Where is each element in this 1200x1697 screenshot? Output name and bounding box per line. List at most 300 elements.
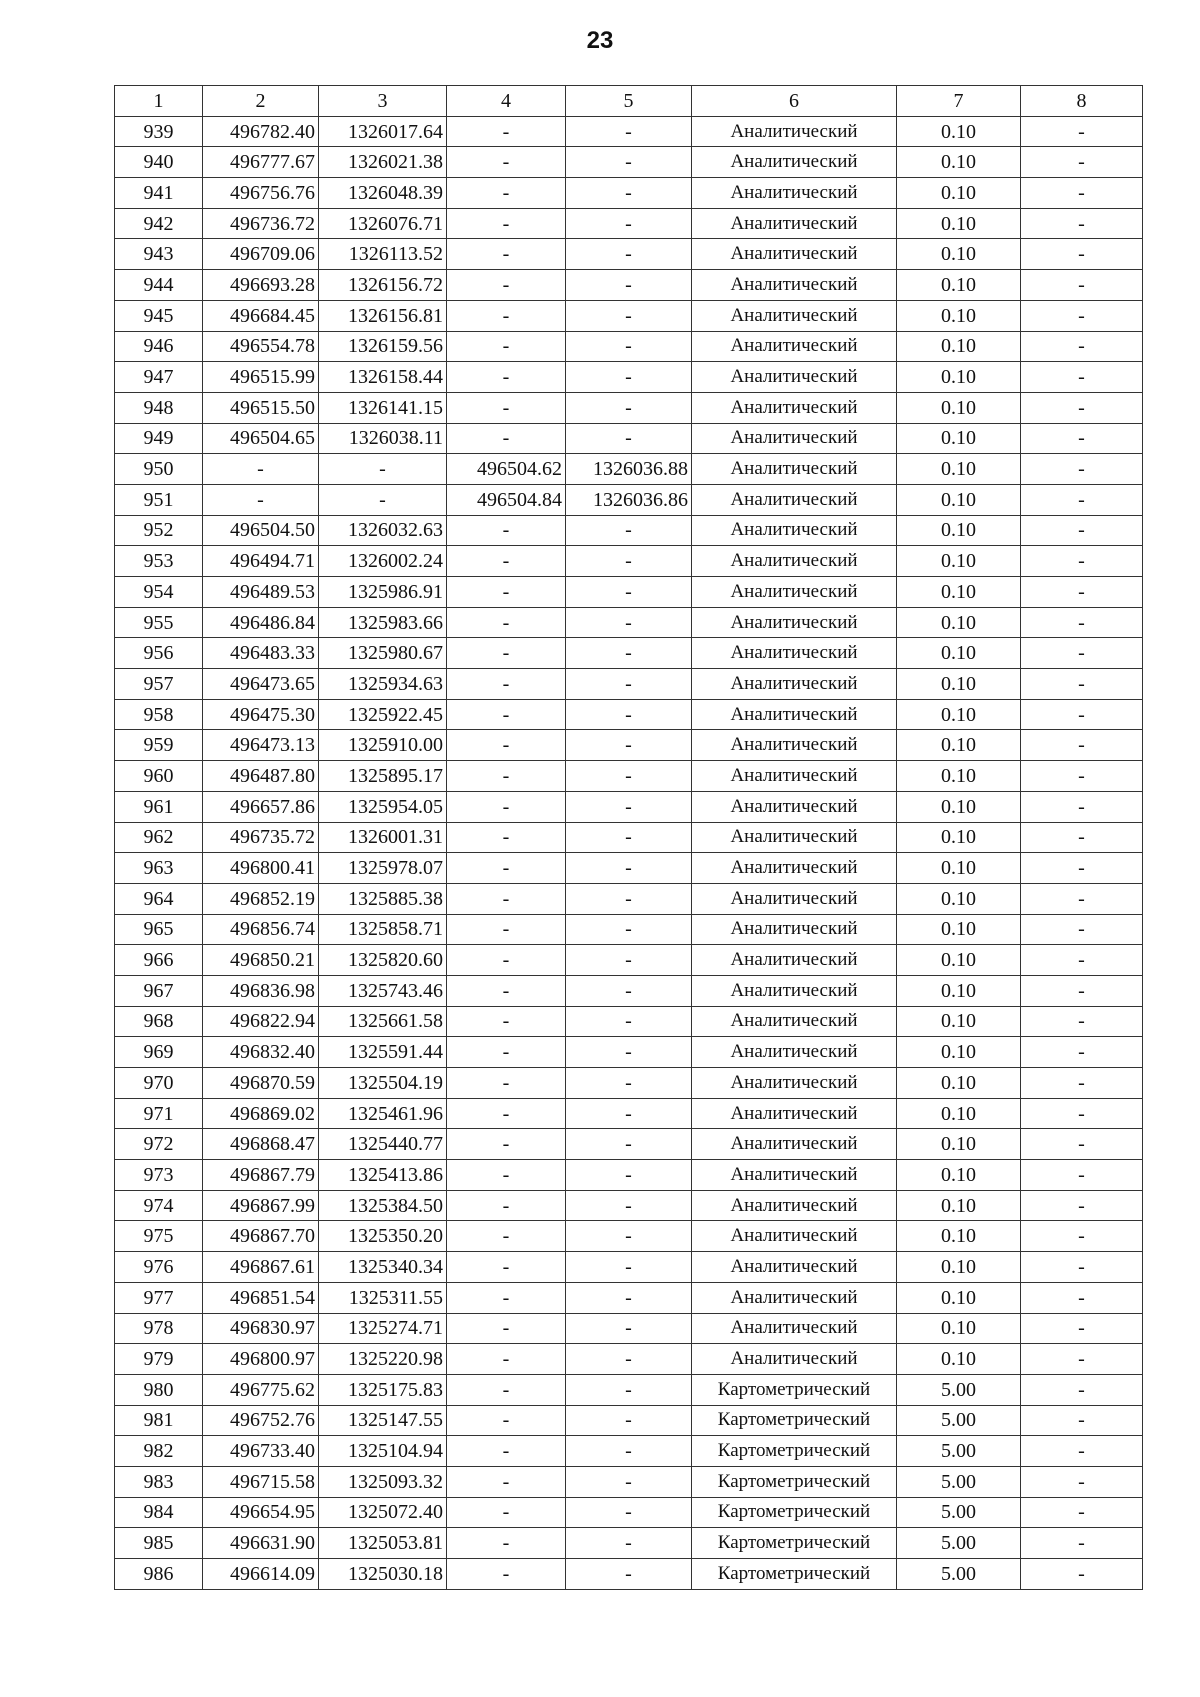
note-cell: -	[1021, 1313, 1143, 1344]
method-cell: Аналитический	[692, 270, 897, 301]
note-cell: -	[1021, 1098, 1143, 1129]
coord-y-alt-cell: -	[566, 1006, 692, 1037]
method-cell: Аналитический	[692, 1313, 897, 1344]
point-number-cell: 961	[115, 791, 203, 822]
accuracy-cell: 0.10	[897, 669, 1021, 700]
coord-y-cell: 1325104.94	[319, 1436, 447, 1467]
column-header: 7	[897, 86, 1021, 117]
coord-x-cell: 496486.84	[203, 607, 319, 638]
method-cell: Аналитический	[692, 975, 897, 1006]
coord-x-alt-cell: -	[447, 1129, 566, 1160]
coord-y-alt-cell: -	[566, 914, 692, 945]
table-row	[115, 1190, 1143, 1221]
coord-y-alt-cell: 1326036.86	[566, 484, 692, 515]
coord-y-cell: 1325053.81	[319, 1528, 447, 1559]
method-cell: Аналитический	[692, 1006, 897, 1037]
coord-x-alt-cell: -	[447, 178, 566, 209]
method-cell: Картометрический	[692, 1436, 897, 1467]
coord-x-cell: 496800.41	[203, 853, 319, 884]
coord-x-alt-cell: -	[447, 1037, 566, 1068]
table-row	[115, 1528, 1143, 1559]
coord-y-alt-cell: -	[566, 1282, 692, 1313]
table-row	[115, 1313, 1143, 1344]
coord-x-alt-cell: -	[447, 1068, 566, 1099]
method-cell: Аналитический	[692, 1098, 897, 1129]
coord-x-alt-cell: -	[447, 853, 566, 884]
accuracy-cell: 0.10	[897, 300, 1021, 331]
point-number-cell: 963	[115, 853, 203, 884]
coord-y-cell: 1325895.17	[319, 761, 447, 792]
point-number-cell: 980	[115, 1374, 203, 1405]
coord-x-cell: 496867.79	[203, 1160, 319, 1191]
point-number-cell: 977	[115, 1282, 203, 1313]
method-cell: Аналитический	[692, 423, 897, 454]
coord-y-cell: 1325440.77	[319, 1129, 447, 1160]
coord-x-alt-cell: -	[447, 515, 566, 546]
table-row	[115, 1221, 1143, 1252]
coord-x-cell: 496475.30	[203, 699, 319, 730]
table-row	[115, 1037, 1143, 1068]
note-cell: -	[1021, 270, 1143, 301]
coord-y-alt-cell: -	[566, 607, 692, 638]
coord-y-alt-cell: -	[566, 699, 692, 730]
coord-y-alt-cell: -	[566, 1559, 692, 1590]
coord-y-cell: 1326048.39	[319, 178, 447, 209]
coord-y-cell: 1325384.50	[319, 1190, 447, 1221]
coord-x-cell: 496489.53	[203, 577, 319, 608]
note-cell: -	[1021, 515, 1143, 546]
coord-y-cell: 1325311.55	[319, 1282, 447, 1313]
coord-x-cell: 496654.95	[203, 1497, 319, 1528]
note-cell: -	[1021, 1160, 1143, 1191]
coord-x-alt-cell: -	[447, 730, 566, 761]
coord-y-alt-cell: -	[566, 116, 692, 147]
note-cell: -	[1021, 178, 1143, 209]
coord-x-alt-cell: 496504.84	[447, 484, 566, 515]
coord-y-alt-cell: -	[566, 1037, 692, 1068]
method-cell: Аналитический	[692, 945, 897, 976]
coord-x-cell: 496867.99	[203, 1190, 319, 1221]
table-row	[115, 883, 1143, 914]
coord-y-alt-cell: -	[566, 791, 692, 822]
accuracy-cell: 0.10	[897, 1129, 1021, 1160]
note-cell: -	[1021, 1374, 1143, 1405]
coord-y-cell: 1326159.56	[319, 331, 447, 362]
coord-y-cell: 1325413.86	[319, 1160, 447, 1191]
coord-x-alt-cell: -	[447, 331, 566, 362]
point-number-cell: 972	[115, 1129, 203, 1160]
coord-x-cell: 496736.72	[203, 208, 319, 239]
note-cell: -	[1021, 331, 1143, 362]
point-number-cell: 970	[115, 1068, 203, 1099]
table-row	[115, 945, 1143, 976]
point-number-cell: 950	[115, 454, 203, 485]
coord-x-cell: 496867.70	[203, 1221, 319, 1252]
table-row	[115, 1129, 1143, 1160]
coord-y-alt-cell: -	[566, 331, 692, 362]
method-cell: Аналитический	[692, 853, 897, 884]
coord-y-alt-cell: -	[566, 577, 692, 608]
coord-y-cell: 1326156.72	[319, 270, 447, 301]
accuracy-cell: 0.10	[897, 1344, 1021, 1375]
coordinates-table	[114, 85, 1143, 1590]
coord-x-cell: 496515.99	[203, 362, 319, 393]
coord-y-alt-cell: -	[566, 515, 692, 546]
coord-x-alt-cell: -	[447, 392, 566, 423]
point-number-cell: 971	[115, 1098, 203, 1129]
column-header: 3	[319, 86, 447, 117]
note-cell: -	[1021, 1497, 1143, 1528]
coord-x-cell: 496733.40	[203, 1436, 319, 1467]
point-number-cell: 951	[115, 484, 203, 515]
accuracy-cell: 0.10	[897, 1098, 1021, 1129]
coord-x-cell: 496856.74	[203, 914, 319, 945]
coord-x-cell: 496487.80	[203, 761, 319, 792]
note-cell: -	[1021, 883, 1143, 914]
coord-x-cell: 496782.40	[203, 116, 319, 147]
accuracy-cell: 5.00	[897, 1405, 1021, 1436]
accuracy-cell: 0.10	[897, 1068, 1021, 1099]
column-header: 8	[1021, 86, 1143, 117]
table-row	[115, 791, 1143, 822]
method-cell: Аналитический	[692, 638, 897, 669]
point-number-cell: 957	[115, 669, 203, 700]
method-cell: Аналитический	[692, 1252, 897, 1283]
table-body	[115, 116, 1143, 1589]
accuracy-cell: 0.10	[897, 577, 1021, 608]
coord-x-cell: 496832.40	[203, 1037, 319, 1068]
point-number-cell: 985	[115, 1528, 203, 1559]
table-row	[115, 607, 1143, 638]
coord-x-cell: 496777.67	[203, 147, 319, 178]
table-row	[115, 239, 1143, 270]
table-row	[115, 853, 1143, 884]
coord-x-cell: 496830.97	[203, 1313, 319, 1344]
coord-x-cell: 496869.02	[203, 1098, 319, 1129]
coord-x-cell: -	[203, 454, 319, 485]
point-number-cell: 965	[115, 914, 203, 945]
table-row	[115, 1006, 1143, 1037]
method-cell: Аналитический	[692, 1221, 897, 1252]
method-cell: Картометрический	[692, 1374, 897, 1405]
point-number-cell: 944	[115, 270, 203, 301]
note-cell: -	[1021, 853, 1143, 884]
coord-x-cell: 496867.61	[203, 1252, 319, 1283]
table-row	[115, 270, 1143, 301]
coord-y-alt-cell: -	[566, 270, 692, 301]
coord-x-cell: -	[203, 484, 319, 515]
point-number-cell: 983	[115, 1466, 203, 1497]
note-cell: -	[1021, 1221, 1143, 1252]
table-row	[115, 822, 1143, 853]
coord-y-cell: 1326158.44	[319, 362, 447, 393]
coord-y-cell: 1325072.40	[319, 1497, 447, 1528]
coord-y-cell: 1325030.18	[319, 1559, 447, 1590]
coord-y-cell: 1326113.52	[319, 239, 447, 270]
accuracy-cell: 5.00	[897, 1374, 1021, 1405]
coord-y-cell: 1325093.32	[319, 1466, 447, 1497]
table-row	[115, 454, 1143, 485]
note-cell: -	[1021, 1344, 1143, 1375]
table-row	[115, 116, 1143, 147]
point-number-cell: 954	[115, 577, 203, 608]
column-header: 6	[692, 86, 897, 117]
note-cell: -	[1021, 239, 1143, 270]
coord-x-cell: 496752.76	[203, 1405, 319, 1436]
coord-x-alt-cell: -	[447, 208, 566, 239]
coord-x-alt-cell: -	[447, 975, 566, 1006]
accuracy-cell: 0.10	[897, 178, 1021, 209]
table-row	[115, 178, 1143, 209]
method-cell: Аналитический	[692, 883, 897, 914]
method-cell: Аналитический	[692, 1282, 897, 1313]
accuracy-cell: 0.10	[897, 791, 1021, 822]
point-number-cell: 945	[115, 300, 203, 331]
column-header: 5	[566, 86, 692, 117]
coord-x-alt-cell: -	[447, 1160, 566, 1191]
coord-x-alt-cell: -	[447, 1405, 566, 1436]
note-cell: -	[1021, 1006, 1143, 1037]
method-cell: Аналитический	[692, 515, 897, 546]
accuracy-cell: 0.10	[897, 454, 1021, 485]
method-cell: Аналитический	[692, 1160, 897, 1191]
coord-y-alt-cell: -	[566, 239, 692, 270]
coord-y-cell: 1326141.15	[319, 392, 447, 423]
coord-x-alt-cell: -	[447, 699, 566, 730]
point-number-cell: 962	[115, 822, 203, 853]
coord-y-alt-cell: -	[566, 178, 692, 209]
table-row	[115, 975, 1143, 1006]
method-cell: Картометрический	[692, 1405, 897, 1436]
coord-y-alt-cell: -	[566, 1190, 692, 1221]
coord-y-alt-cell: -	[566, 822, 692, 853]
coord-x-cell: 496851.54	[203, 1282, 319, 1313]
coord-y-alt-cell: -	[566, 1129, 692, 1160]
coord-x-cell: 496504.50	[203, 515, 319, 546]
coord-y-alt-cell: -	[566, 1221, 692, 1252]
coord-x-cell: 496693.28	[203, 270, 319, 301]
coord-y-cell: 1325350.20	[319, 1221, 447, 1252]
accuracy-cell: 0.10	[897, 1160, 1021, 1191]
coord-x-alt-cell: -	[447, 1559, 566, 1590]
point-number-cell: 953	[115, 546, 203, 577]
coord-y-cell: 1325980.67	[319, 638, 447, 669]
accuracy-cell: 0.10	[897, 730, 1021, 761]
method-cell: Картометрический	[692, 1528, 897, 1559]
point-number-cell: 939	[115, 116, 203, 147]
coord-y-cell: 1326021.38	[319, 147, 447, 178]
point-number-cell: 976	[115, 1252, 203, 1283]
note-cell: -	[1021, 791, 1143, 822]
coord-y-alt-cell: -	[566, 362, 692, 393]
accuracy-cell: 0.10	[897, 761, 1021, 792]
accuracy-cell: 0.10	[897, 1313, 1021, 1344]
coord-x-alt-cell: -	[447, 362, 566, 393]
coord-y-cell: 1325910.00	[319, 730, 447, 761]
accuracy-cell: 0.10	[897, 1221, 1021, 1252]
coord-x-cell: 496800.97	[203, 1344, 319, 1375]
accuracy-cell: 0.10	[897, 822, 1021, 853]
coord-y-alt-cell: -	[566, 1466, 692, 1497]
coord-y-alt-cell: -	[566, 1497, 692, 1528]
note-cell: -	[1021, 822, 1143, 853]
accuracy-cell: 0.10	[897, 853, 1021, 884]
coord-y-alt-cell: -	[566, 546, 692, 577]
coord-y-alt-cell: 1326036.88	[566, 454, 692, 485]
method-cell: Аналитический	[692, 147, 897, 178]
table-row	[115, 1466, 1143, 1497]
coord-y-alt-cell: -	[566, 1436, 692, 1467]
table-row	[115, 1252, 1143, 1283]
coord-x-alt-cell: -	[447, 270, 566, 301]
method-cell: Аналитический	[692, 239, 897, 270]
accuracy-cell: 5.00	[897, 1559, 1021, 1590]
table-row	[115, 515, 1143, 546]
point-number-cell: 942	[115, 208, 203, 239]
accuracy-cell: 0.10	[897, 1006, 1021, 1037]
method-cell: Аналитический	[692, 607, 897, 638]
table-row	[115, 1160, 1143, 1191]
table-row	[115, 1405, 1143, 1436]
coord-x-alt-cell: -	[447, 945, 566, 976]
coord-y-cell: 1325591.44	[319, 1037, 447, 1068]
coord-y-cell: 1325340.34	[319, 1252, 447, 1283]
point-number-cell: 968	[115, 1006, 203, 1037]
point-number-cell: 959	[115, 730, 203, 761]
accuracy-cell: 5.00	[897, 1436, 1021, 1467]
coord-x-alt-cell: -	[447, 1252, 566, 1283]
point-number-cell: 943	[115, 239, 203, 270]
point-number-cell: 949	[115, 423, 203, 454]
coord-y-cell: 1325743.46	[319, 975, 447, 1006]
method-cell: Аналитический	[692, 914, 897, 945]
coord-x-alt-cell: -	[447, 791, 566, 822]
coord-x-cell: 496657.86	[203, 791, 319, 822]
method-cell: Аналитический	[692, 669, 897, 700]
coord-x-cell: 496473.65	[203, 669, 319, 700]
table-row	[115, 208, 1143, 239]
coord-y-cell: 1326032.63	[319, 515, 447, 546]
method-cell: Аналитический	[692, 392, 897, 423]
coord-x-alt-cell: -	[447, 1374, 566, 1405]
table-row	[115, 147, 1143, 178]
coord-y-cell: 1325983.66	[319, 607, 447, 638]
accuracy-cell: 0.10	[897, 239, 1021, 270]
coord-y-alt-cell: -	[566, 883, 692, 914]
method-cell: Аналитический	[692, 546, 897, 577]
table-header-row	[115, 86, 1143, 117]
note-cell: -	[1021, 362, 1143, 393]
point-number-cell: 960	[115, 761, 203, 792]
point-number-cell: 948	[115, 392, 203, 423]
coord-y-alt-cell: -	[566, 638, 692, 669]
method-cell: Аналитический	[692, 178, 897, 209]
method-cell: Аналитический	[692, 822, 897, 853]
coord-x-cell: 496504.65	[203, 423, 319, 454]
coord-y-cell: 1325661.58	[319, 1006, 447, 1037]
note-cell: -	[1021, 1528, 1143, 1559]
accuracy-cell: 0.10	[897, 1252, 1021, 1283]
accuracy-cell: 5.00	[897, 1528, 1021, 1559]
coord-x-cell: 496715.58	[203, 1466, 319, 1497]
note-cell: -	[1021, 300, 1143, 331]
table-row	[115, 914, 1143, 945]
note-cell: -	[1021, 484, 1143, 515]
accuracy-cell: 0.10	[897, 116, 1021, 147]
column-header: 4	[447, 86, 566, 117]
coord-x-cell: 496473.13	[203, 730, 319, 761]
coord-x-alt-cell: -	[447, 1528, 566, 1559]
point-number-cell: 947	[115, 362, 203, 393]
note-cell: -	[1021, 975, 1143, 1006]
coord-x-cell: 496756.76	[203, 178, 319, 209]
coord-x-alt-cell: -	[447, 116, 566, 147]
coord-x-cell: 496868.47	[203, 1129, 319, 1160]
coord-x-cell: 496684.45	[203, 300, 319, 331]
note-cell: -	[1021, 546, 1143, 577]
coord-y-alt-cell: -	[566, 423, 692, 454]
accuracy-cell: 0.10	[897, 484, 1021, 515]
coord-y-alt-cell: -	[566, 300, 692, 331]
coord-y-alt-cell: -	[566, 975, 692, 1006]
coord-x-alt-cell: -	[447, 147, 566, 178]
note-cell: -	[1021, 607, 1143, 638]
method-cell: Аналитический	[692, 699, 897, 730]
coord-x-cell: 496775.62	[203, 1374, 319, 1405]
coord-y-alt-cell: -	[566, 1098, 692, 1129]
accuracy-cell: 0.10	[897, 270, 1021, 301]
coord-y-alt-cell: -	[566, 1528, 692, 1559]
coord-y-cell: 1325461.96	[319, 1098, 447, 1129]
coord-y-alt-cell: -	[566, 1344, 692, 1375]
note-cell: -	[1021, 1436, 1143, 1467]
point-number-cell: 966	[115, 945, 203, 976]
coord-x-alt-cell: -	[447, 1313, 566, 1344]
note-cell: -	[1021, 116, 1143, 147]
table-row	[115, 1068, 1143, 1099]
table-row	[115, 546, 1143, 577]
method-cell: Аналитический	[692, 484, 897, 515]
note-cell: -	[1021, 423, 1143, 454]
coord-y-cell: 1325820.60	[319, 945, 447, 976]
coord-x-alt-cell: -	[447, 1190, 566, 1221]
table-row	[115, 638, 1143, 669]
coord-x-alt-cell: -	[447, 1006, 566, 1037]
coord-y-alt-cell: -	[566, 208, 692, 239]
coord-y-cell: -	[319, 454, 447, 485]
note-cell: -	[1021, 208, 1143, 239]
point-number-cell: 979	[115, 1344, 203, 1375]
note-cell: -	[1021, 1129, 1143, 1160]
accuracy-cell: 0.10	[897, 638, 1021, 669]
accuracy-cell: 0.10	[897, 331, 1021, 362]
method-cell: Картометрический	[692, 1497, 897, 1528]
table-row	[115, 392, 1143, 423]
method-cell: Картометрический	[692, 1466, 897, 1497]
table-row	[115, 669, 1143, 700]
table-row	[115, 761, 1143, 792]
table-row	[115, 1282, 1143, 1313]
coord-x-alt-cell: -	[447, 300, 566, 331]
coord-x-cell: 496735.72	[203, 822, 319, 853]
coord-x-cell: 496709.06	[203, 239, 319, 270]
method-cell: Картометрический	[692, 1559, 897, 1590]
coord-y-alt-cell: -	[566, 1405, 692, 1436]
coord-y-alt-cell: -	[566, 669, 692, 700]
note-cell: -	[1021, 730, 1143, 761]
coord-x-alt-cell: -	[447, 1436, 566, 1467]
coord-y-cell: 1326002.24	[319, 546, 447, 577]
